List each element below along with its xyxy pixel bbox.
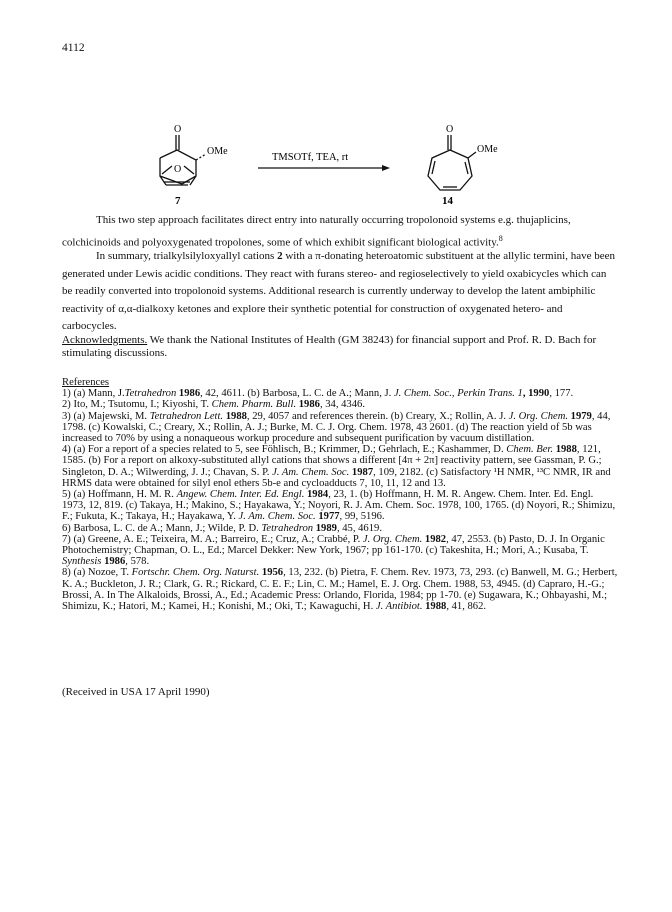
ack-heading: Acknowledgments. <box>62 334 148 346</box>
reaction-scheme <box>150 118 510 213</box>
reference-rest1: , 29, 4057 and references therein. (b) Creary, X.; Rollin, A. J. <box>246 410 509 422</box>
reference-j1: Tetrahedron <box>261 522 314 534</box>
reagents: TMSOTf, TEA, rt <box>272 152 349 163</box>
reference-y2: 1979 <box>568 410 592 422</box>
reactant-carbonyl-o: O <box>174 124 182 135</box>
reference-y2: 1986 <box>101 556 126 568</box>
paragraph-tropolonoid <box>62 212 618 252</box>
reference-rest1: , 13, 232. (b) Pietra, F. Chem. Rev. 1973, 73, 293. (c) Banwell, M. G.; Herbert, K. A.; Buckleton, J. R.; Clark, G. R.; Rickard, C. E. F.; Lin, C. M.; Hamel, E. J. Org. Chem. 1988, 53, 4945. (d) Capraro, H.-G.; Brossi, A. In The Alkaloids, Brossi, A., Ed.; Academic Press: Orlando, Florida, 1984; pp 1-70. (e) Sugawara, K.; Ohbayashi, M.; Shimizu, K.; Hatori, M.; Kamei, H.; Konishi, M.; Oki, T.; Kawaguchi, H. <box>62 567 618 613</box>
paragraph-text: This two step approach facilitates direct entry into naturally occurring tropolonoid systems e.g. thujaplicins, colchicinoids and polyoxygenated tropolones, some of which exhibit significant biological activity. <box>62 214 571 249</box>
reference-y2: , 1990 <box>522 388 550 400</box>
reference-rest2: , 177. <box>549 388 574 400</box>
paragraph-summary <box>62 248 618 336</box>
reference-rest1: , 45, 4619. <box>336 522 382 534</box>
reference-rest2: , 109, 2182. (c) Satisfactory ¹H NMR, ¹³C NMR, IR and HRMS data were obtained for silyl enol ethers 5b-e and cycloadducts 7, 10, 11, 12 and 13. <box>62 466 611 489</box>
reference-y1: 1988 <box>223 410 247 422</box>
references-heading: References <box>62 377 110 388</box>
reference-y1: 1986 <box>296 399 320 411</box>
reference-y1: 1989 <box>313 522 337 534</box>
reference-j1: Tetrahedron <box>124 388 177 400</box>
reference-pre: 2) Ito, M.; Tsutomu, I.; Kiyoshi, T. <box>62 399 212 411</box>
reference-rest1: , 34, 4346. <box>319 399 365 411</box>
reference-y2: 1987 <box>349 466 374 478</box>
reaction-arrow <box>258 165 390 171</box>
reference-item <box>62 534 618 568</box>
product-structure <box>428 135 476 190</box>
reference-list <box>62 388 618 612</box>
reference-y1: 1956 <box>259 567 284 579</box>
received-date: (Received in USA 17 April 1990) <box>62 686 210 698</box>
reference-y1: 1984 <box>304 489 329 501</box>
reactant-bridge-o: O <box>174 164 182 175</box>
compound-ref: 2 <box>277 250 283 262</box>
references <box>62 377 618 612</box>
product-ome: OMe <box>477 144 498 155</box>
reference-j2: J. Org. Chem. <box>508 410 568 422</box>
reference-pre: 5) (a) Hoffmann, H. M. R. <box>62 489 177 501</box>
reactant-ome: OMe <box>207 146 228 157</box>
reference-item <box>62 388 618 399</box>
reference-j1: Fortschr. Chem. Org. Naturst. <box>131 567 260 579</box>
footnote-ref: 8 <box>498 233 503 243</box>
reference-item <box>62 523 618 534</box>
reference-item <box>62 411 618 445</box>
reference-y2: 1988 <box>422 601 447 613</box>
reference-j2: J. Am. Chem. Soc. <box>272 466 350 478</box>
reactant-label: 7 <box>175 195 181 207</box>
reference-pre: 3) (a) Majewski, M. <box>62 410 150 422</box>
reference-j2: J. Antibiot. <box>375 601 423 613</box>
reference-item <box>62 444 618 489</box>
reference-item <box>62 489 618 523</box>
reference-item <box>62 567 618 612</box>
summary-text-b: with a π-donating heteroatomic substituent at the allylic termini, have been generated under Lewis acidic conditions. They react with furans stereo- and regioselectively to yield oxabicycles which can be readily converted into tropolonoid systems. Additional research is currently underway to develop the latent ambiphilic reactivity of α,α-dialkoxy ketones and explore their synthetic potential for construction of oxygenated hetero- and carbocycles. <box>62 250 615 333</box>
reactant-structure <box>160 135 206 185</box>
reference-j1: Chem. Pharm. Bull. <box>211 399 297 411</box>
reference-rest1: , 23, 1. (b) Hoffmann, H. M. R. Angew. Chem. Inter. Ed. Engl. 1973, 12, 819. (c) Takaya, H.; Makino, S.; Hayakawa, Y.; Noyori, R. J. Am. Chem. Soc. 1978, 100, 1765. (d) Noyori, R.; Shimizu, F.; Fukuta, K.; Takaya, H.; Hayakawa, Y. <box>62 489 616 523</box>
reference-pre: 1) (a) Mann, J. <box>62 388 125 400</box>
page-number: 4112 <box>62 42 85 54</box>
reference-item <box>62 399 618 410</box>
reference-j2: J. Am. Chem. Soc. <box>238 511 316 523</box>
reference-rest2: , 99, 5196. <box>339 511 385 523</box>
reference-rest2: , 44, 1798. (c) Kowalski, C.; Creary, X.; Rollin, A. J.; Burke, M. C. J. Org. Chem. 1978, 43 2601. (d) The reaction yield of 5b was increased to 70% by using a nonaqueous workup procedure and subsequent purification by vacuum distillation. <box>62 410 611 445</box>
reference-rest2: , 41, 862. <box>446 601 487 613</box>
reference-pre: 8) (a) Nozoe, T. <box>62 567 132 579</box>
ack-text: We thank the National Institutes of Health (GM 38243) for financial support and Prof. R. D. Bach for stimulating discussions. <box>62 334 597 359</box>
reference-rest1: , 42, 4611. (b) Barbosa, L. C. de A.; Mann, J. <box>200 388 394 400</box>
reference-rest1: , 121, 1585. (b) For a report on alkoxy-substituted allyl cations that shows a different [4π + 2π] reactivity pattern, see Gassman, P. G.; Singleton, D. A.; Wilwerding, J. J.; Chavan, S. P. <box>62 444 602 478</box>
reference-rest2: , 578. <box>125 556 150 568</box>
reference-pre: 6) Barbosa, L. C. de A.; Mann, J.; Wilde, P. D. <box>62 522 262 534</box>
product-carbonyl-o: O <box>446 124 454 135</box>
reference-y1: 1982 <box>422 533 447 545</box>
product-label: 14 <box>442 195 453 207</box>
reference-y2: 1977 <box>315 511 340 523</box>
reference-j2: Synthesis <box>62 556 102 568</box>
reference-y1: 1988 <box>553 444 577 456</box>
reference-pre: 4) (a) For a report of a species related to 5, see Föhlisch, B.; Krimmer, D.; Gehrlach, E.; Kashammer, D. <box>62 444 507 456</box>
reference-j1: Tetrahedron Lett. <box>149 410 224 422</box>
reference-rest1: , 47, 2553. (b) Pasto, D. J. In Organic Photochemistry; Chapman, O. L., Ed.; Marcel Dekker: New York, 1967; pp 161-170. (c) Takeshita, H.; Mori, A.; Kusaba, T. <box>62 533 605 557</box>
reference-j2: J. Chem. Soc., Perkin Trans. 1 <box>393 388 523 400</box>
acknowledgments <box>62 334 618 360</box>
summary-text-a: In summary, trialkylsilyloxyallyl cations <box>96 250 278 262</box>
reference-y1: 1986 <box>176 388 201 400</box>
reference-pre: 7) (a) Greene, A. E.; Teixeira, M. A.; Barreiro, E.; Cruz, A.; Crabbé, P. <box>62 533 363 545</box>
reference-j1: J. Org. Chem. <box>362 533 423 545</box>
reference-j1: Chem. Ber. <box>506 444 554 456</box>
reference-j1: Angew. Chem. Inter. Ed. Engl. <box>176 489 305 501</box>
